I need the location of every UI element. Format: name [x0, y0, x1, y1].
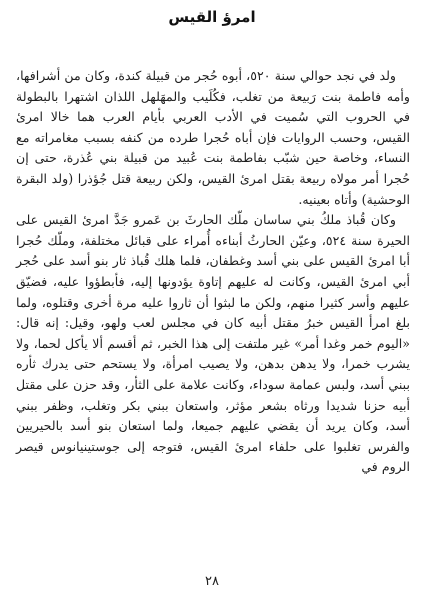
page-title: امرؤ القيس	[168, 8, 256, 26]
paragraph-1: ولد في نجد حوالي سنة ٥٢٠، أبوه حُجر من قبيلة كندة، وكان من أشرافها، وأمه فاطمة بنت رَبيعة من تغلب، فكُلَيب والمهَلهل اللذان اشتهرا بالبطولة في الحروب التي سُميت في الأدب العربي بأيام العرب هما خالا امرئ القيس، وحسب الروايات فإن أباه حُجرا طرده من كنفه بسبب مغامراته مع النساء، وخاصة حين شبّب بفاطمة بنت عُبيد من قبيلة بني عُذرة، حتى إن حُجرا أمر مولاه ربيعة بقتل امرئ القيس، ولكن ربيعة قتل جُؤذرا (ولد البقرة الوحشية) وأتاه بعينيه.	[16, 68, 410, 207]
page-number: ٢٨	[205, 574, 219, 589]
body-text	[16, 66, 410, 478]
paragraph-2: وكان قُباذ ملكُ بني ساسان ملّك الحارثَ بن عَمرو جَدَّ امرئ القيس على الحيرة سنة ٥٢٤، وعيّن الحارثُ أبناءه أُمراء على قبائل مختلفة، وملّك حُجرا أبا امرئ القيس على بني أسد وغطفان، فلما هلك قُباذ ثار بنو أسد على حُجر أبي امرئ القيس، وكانت له عليهم إتاوة يؤدونها إليه، فأبطؤوا عليه، فضيّق عليهم وأسر كثيرا منهم، ولكن ما لبثوا أن ثاروا عليه مرة أخرى وقتلوه، ولما بلغ امرأ القيس خبرُ مقتل أبيه كان في مجلس لعب ولهو، وقيل: إنه قال: «اليوم خمر وغدا أمر» غير ملتفت إلى هذا الخبر، ثم أقسم ألا يأكل لحما، ولا يشرب خمرا، ولا يدهن بدهن، ولا يصيب امرأة، ولا يستحم حتى يدرك ثأره ببني أسد، ولبس عمامة سوداء، وكانت علامة على الثأر، وقد حزن على مقتل أبيه حزنا شديدا ورثاه بشعر مؤثر، واستعان ببني بكر وتغلب، وظفر ببني أسد، وكان يريد أن يقضي عليهم جميعا، ولما استعان بنو أسد بالحيريين والفرس تغلبوا على حلفاء امرئ القيس، فتوجه إلى جوستينيانوس قيصر الروم في	[16, 212, 410, 475]
